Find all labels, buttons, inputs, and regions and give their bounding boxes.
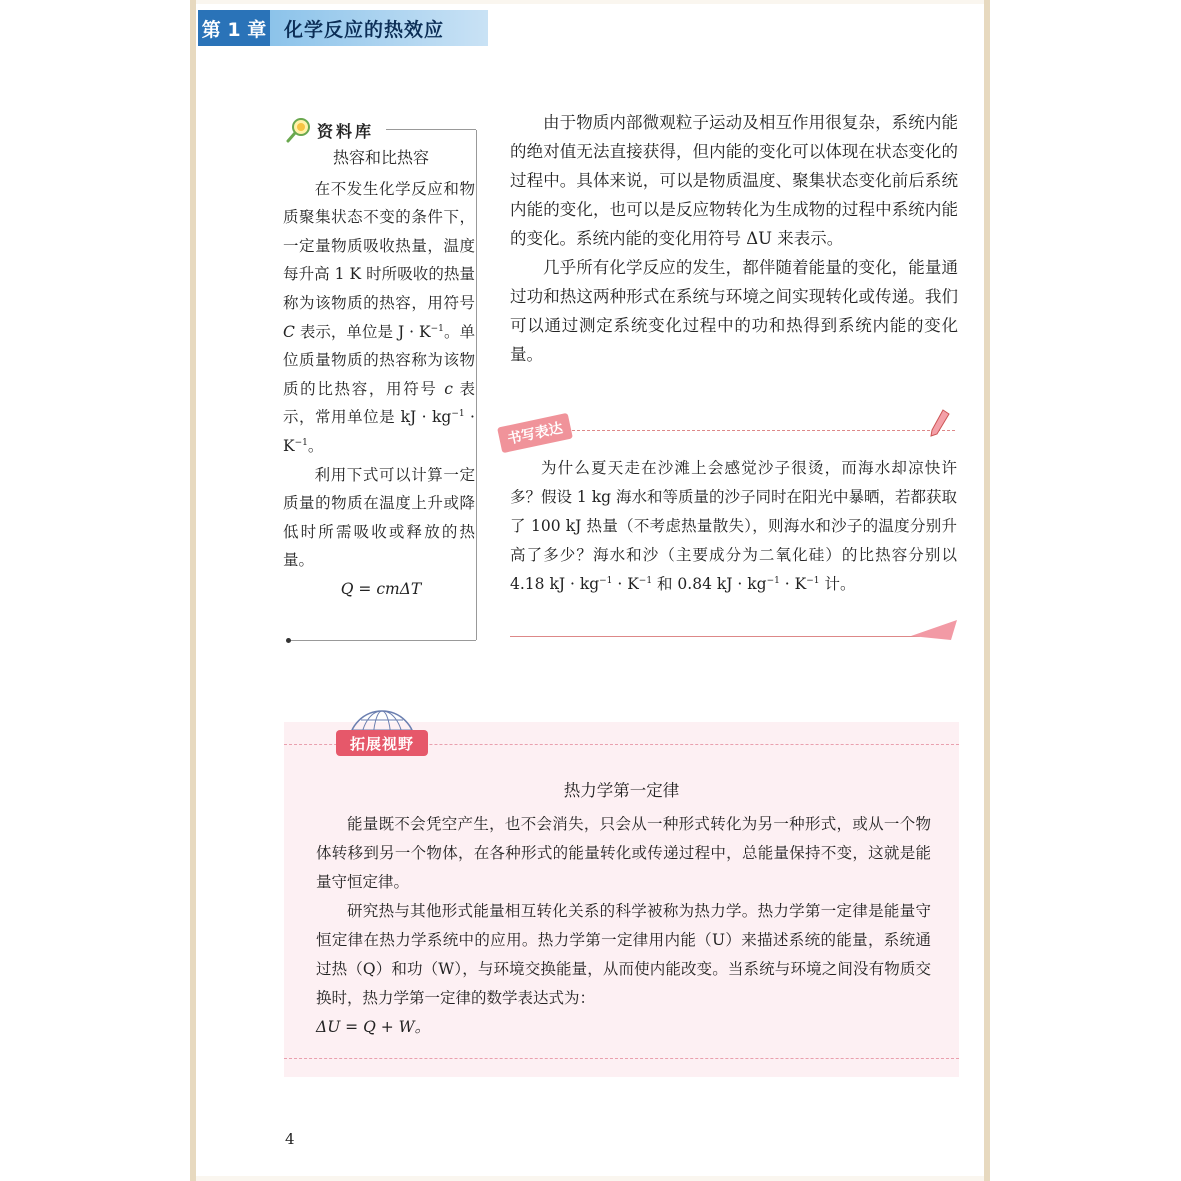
chapter-number: 第 1 章 (198, 10, 270, 46)
extension-equation: ΔU = Q + W。 (316, 1018, 431, 1036)
extension-paragraph-2: 研究热与其他形式能量相互转化关系的科学被称为热力学。热力学第一定律是能量守恒定律在热力学系统中的应用。热力学第一定律用内能（U）来描述系统的能量，系统通过热（Q）和功（W），与环境交换能量，从而使内能改变。当系统与环境之间没有物质交换时，热力学第一定律的数学表达式为： (316, 902, 931, 1007)
chapter-header (198, 10, 488, 46)
main-text (510, 108, 958, 369)
writing-corner-decoration (911, 618, 957, 640)
main-paragraph-1: 由于物质内部微观粒子运动及相互作用很复杂，系统内能的绝对值无法直接获得，但内能的变化可以体现在状态变化的过程中。具体来说，可以是物质温度、聚集状态变化前后系统内能的变化，也可以是反应物转化为生成物的过程中系统内能的变化。系统内能的变化用符号 ΔU 来表示。 (510, 113, 958, 248)
main-paragraph-2: 几乎所有化学反应的发生，都伴随着能量的变化，能量通过功和热这两种形式在系统与环境之间实现转化或传递。我们可以通过测定系统变化过程中的功和热得到系统内能的变化量。 (510, 258, 958, 364)
extension-body (316, 810, 931, 1042)
writing-top-line (567, 430, 955, 431)
pencil-icon (929, 408, 951, 438)
sidebar-dot (286, 638, 291, 643)
chapter-title: 化学反应的热效应 (270, 10, 488, 46)
writing-question: 为什么夏天走在沙滩上会感觉沙子很烫，而海水却凉快许多？假设 1 kg 海水和等质量的沙子同时在阳光中暴晒，若都获取了 100 kJ 热量（不考虑热量散失），则海水和沙子的温度分别升高了多少？海水和沙（主要成分为二氧化硅）的比热容分别以 4.18 kJ · $kg^{-1} \cdot K^{-1}$ 和 0.84 kJ · $kg^{-1} \cdot K^{-1}$ 计。 (510, 459, 957, 593)
sidebar-rule-bottom (288, 640, 476, 641)
page-number: 4 (285, 1130, 295, 1148)
magnifier-icon (285, 116, 313, 144)
sidebar-subtitle: 热容和比热容 (332, 148, 429, 167)
sidebar-paragraph-2: 利用下式可以计算一定质量的物质在温度上升或降低时所需吸收或释放的热量。 (283, 465, 475, 570)
extension-title: 热力学第一定律 (563, 781, 680, 800)
writing-box (497, 400, 959, 645)
extension-bottom-dash (284, 1058, 959, 1059)
writing-bottom-line (510, 636, 920, 637)
sidebar-paragraph-1: 在不发生化学反应和物质聚集状态不变的条件下，一定量物质吸收热量，温度每升高 1 K 时所吸收的热量称为该物质的热容，用符号 C 表示，单位是 $J \cdot K^{-1}$。单位质量物质的热容称为该物质的比热容，用符号 c 表示，常用单位是 kJ · $kg^{-1} \cdot K^{-1}$。 (283, 179, 475, 455)
sidebar-box (283, 118, 479, 604)
writing-tag: 书写表达 (497, 413, 573, 453)
extension-box (284, 722, 959, 1077)
sidebar-formula: Q = cmΔT (340, 579, 422, 598)
extension-paragraph-1: 能量既不会凭空产生，也不会消失，只会从一种形式转化为另一种形式，或从一个物体转移到另一个物体，在各种形式的能量转化或传递过程中，总能量保持不变，这就是能量守恒定律。 (316, 815, 931, 891)
sidebar-label: 资料库 (317, 122, 375, 141)
extension-tag: 拓展视野 (336, 730, 428, 756)
